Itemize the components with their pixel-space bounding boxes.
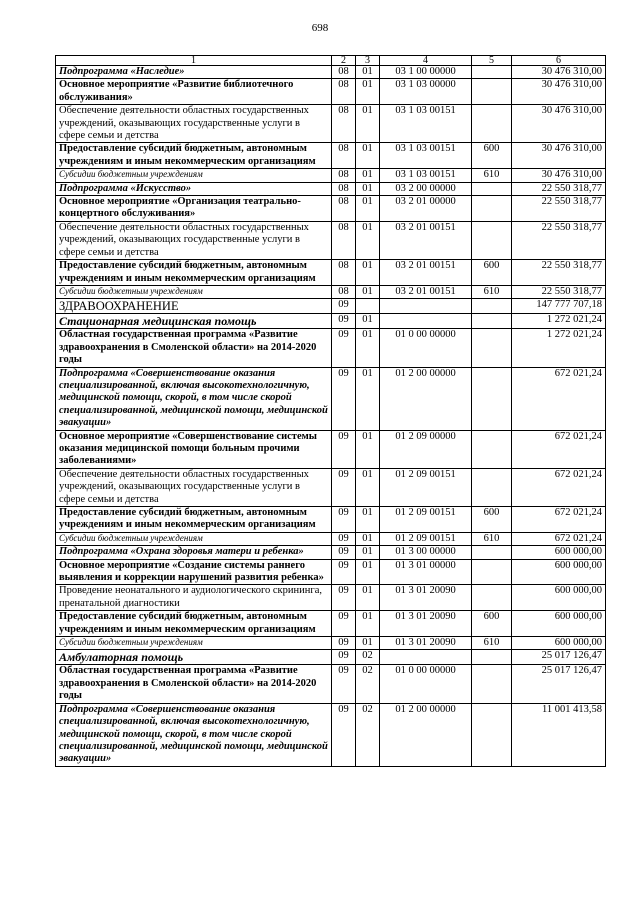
row-section-code: 09 bbox=[332, 637, 356, 650]
table-row bbox=[56, 299, 606, 314]
row-amount: 600 000,00 bbox=[512, 585, 606, 611]
row-amount: 30 476 310,00 bbox=[512, 143, 606, 169]
row-name-cell: Стационарная медицинская помощь bbox=[56, 314, 332, 329]
row-name-cell: Предоставление субсидий бюджетным, автономным учреждениям и иным некоммерческим организациям bbox=[56, 507, 332, 533]
row-subsection-code: 01 bbox=[356, 559, 380, 585]
row-expense-type: 610 bbox=[472, 637, 512, 650]
row-expense-type bbox=[472, 585, 512, 611]
row-subsection-code: 01 bbox=[356, 585, 380, 611]
row-amount: 22 550 318,77 bbox=[512, 182, 606, 195]
row-section-code: 08 bbox=[332, 79, 356, 105]
row-subsection-code: 01 bbox=[356, 329, 380, 367]
row-target-article: 01 2 09 00151 bbox=[380, 468, 472, 506]
row-section-code: 09 bbox=[332, 367, 356, 430]
table-row bbox=[56, 532, 606, 545]
row-expense-type: 610 bbox=[472, 169, 512, 182]
table-row bbox=[56, 79, 606, 105]
row-subsection-code bbox=[356, 299, 380, 314]
row-expense-type bbox=[472, 703, 512, 766]
row-amount: 1 272 021,24 bbox=[512, 314, 606, 329]
row-target-article: 01 3 01 20090 bbox=[380, 611, 472, 637]
row-subsection-code: 01 bbox=[356, 169, 380, 182]
table-row bbox=[56, 221, 606, 259]
row-subsection-code: 01 bbox=[356, 105, 380, 143]
table-row bbox=[56, 367, 606, 430]
row-section-code: 09 bbox=[332, 546, 356, 559]
row-section-code: 09 bbox=[332, 468, 356, 506]
row-amount: 30 476 310,00 bbox=[512, 169, 606, 182]
row-section-code: 09 bbox=[332, 299, 356, 314]
row-name-cell: Основное мероприятие «Создание системы раннего выявления и коррекции нарушений развития ребенка» bbox=[56, 559, 332, 585]
table-row bbox=[56, 703, 606, 766]
row-subsection-code: 01 bbox=[356, 260, 380, 286]
row-target-article: 01 2 09 00151 bbox=[380, 532, 472, 545]
row-expense-type: 600 bbox=[472, 507, 512, 533]
row-target-article: 01 2 09 00000 bbox=[380, 430, 472, 468]
row-subsection-code: 01 bbox=[356, 79, 380, 105]
row-expense-type bbox=[472, 182, 512, 195]
table-row bbox=[56, 637, 606, 650]
table-row bbox=[56, 546, 606, 559]
row-amount: 1 272 021,24 bbox=[512, 329, 606, 367]
row-expense-type bbox=[472, 221, 512, 259]
row-name-cell: Амбулаторная помощь bbox=[56, 650, 332, 665]
row-subsection-code: 01 bbox=[356, 637, 380, 650]
table-row bbox=[56, 611, 606, 637]
row-target-article: 01 2 09 00151 bbox=[380, 507, 472, 533]
row-amount: 672 021,24 bbox=[512, 367, 606, 430]
table-row bbox=[56, 468, 606, 506]
row-subsection-code: 01 bbox=[356, 285, 380, 298]
row-section-code: 08 bbox=[332, 66, 356, 79]
row-name-cell: Подпрограмма «Наследие» bbox=[56, 66, 332, 79]
row-name-cell: Основное мероприятие «Развитие библиотечного обслуживания» bbox=[56, 79, 332, 105]
row-expense-type: 600 bbox=[472, 143, 512, 169]
row-amount: 672 021,24 bbox=[512, 468, 606, 506]
row-expense-type bbox=[472, 196, 512, 222]
row-name-cell: Обеспечение деятельности областных государственных учреждений, оказывающих государственные услуги в сфере семьи и детства bbox=[56, 105, 332, 143]
row-target-article: 03 2 01 00151 bbox=[380, 221, 472, 259]
row-name-cell: Подпрограмма «Совершенствование оказания специализированной, включая высокотехнологичную, медицинской помощи, скорой, в том числе скорой специализированной, медицинской помощи, медицинской эвакуации» bbox=[56, 703, 332, 766]
row-name-cell: Субсидии бюджетным учреждениям bbox=[56, 285, 332, 298]
table-row bbox=[56, 430, 606, 468]
row-name-cell: Подпрограмма «Охрана здоровья матери и ребенка» bbox=[56, 546, 332, 559]
row-name-cell: ЗДРАВООХРАНЕНИЕ bbox=[56, 299, 332, 314]
row-expense-type bbox=[472, 665, 512, 703]
table-header-row bbox=[56, 56, 606, 66]
row-amount: 22 550 318,77 bbox=[512, 196, 606, 222]
row-target-article: 01 0 00 00000 bbox=[380, 665, 472, 703]
row-section-code: 08 bbox=[332, 105, 356, 143]
row-target-article: 03 1 03 00151 bbox=[380, 143, 472, 169]
row-subsection-code: 01 bbox=[356, 143, 380, 169]
row-subsection-code: 02 bbox=[356, 665, 380, 703]
row-target-article: 01 2 00 00000 bbox=[380, 703, 472, 766]
row-subsection-code: 02 bbox=[356, 650, 380, 665]
row-target-article: 01 2 00 00000 bbox=[380, 367, 472, 430]
row-name-cell: Основное мероприятие «Организация театрально-концертного обслуживания» bbox=[56, 196, 332, 222]
row-section-code: 08 bbox=[332, 285, 356, 298]
table-row bbox=[56, 665, 606, 703]
row-subsection-code: 01 bbox=[356, 314, 380, 329]
row-section-code: 09 bbox=[332, 559, 356, 585]
row-target-article: 01 0 00 00000 bbox=[380, 329, 472, 367]
table-row bbox=[56, 585, 606, 611]
row-subsection-code: 01 bbox=[356, 507, 380, 533]
row-amount: 672 021,24 bbox=[512, 507, 606, 533]
row-amount: 600 000,00 bbox=[512, 546, 606, 559]
row-expense-type bbox=[472, 546, 512, 559]
row-target-article bbox=[380, 314, 472, 329]
table-row bbox=[56, 143, 606, 169]
table-row bbox=[56, 66, 606, 79]
row-amount: 672 021,24 bbox=[512, 532, 606, 545]
table-row bbox=[56, 196, 606, 222]
row-expense-type bbox=[472, 468, 512, 506]
row-name-cell: Проведение неонатального и аудиологического скрининга, пренатальной диагностики bbox=[56, 585, 332, 611]
row-section-code: 08 bbox=[332, 143, 356, 169]
row-subsection-code: 01 bbox=[356, 468, 380, 506]
row-section-code: 08 bbox=[332, 196, 356, 222]
col-header-1: 1 bbox=[56, 56, 332, 66]
table-row bbox=[56, 260, 606, 286]
row-amount: 30 476 310,00 bbox=[512, 105, 606, 143]
row-target-article: 03 1 03 00000 bbox=[380, 79, 472, 105]
row-name-cell: Областная государственная программа «Развитие здравоохранения в Смоленской области» на 2014-2020 годы bbox=[56, 329, 332, 367]
row-target-article bbox=[380, 650, 472, 665]
row-amount: 600 000,00 bbox=[512, 611, 606, 637]
table-row bbox=[56, 182, 606, 195]
row-subsection-code: 01 bbox=[356, 430, 380, 468]
row-name-cell: Основное мероприятие «Совершенствование системы оказания медицинской помощи больным прочими заболеваниями» bbox=[56, 430, 332, 468]
row-amount: 600 000,00 bbox=[512, 559, 606, 585]
row-expense-type bbox=[472, 650, 512, 665]
row-section-code: 08 bbox=[332, 260, 356, 286]
row-amount: 22 550 318,77 bbox=[512, 260, 606, 286]
row-expense-type bbox=[472, 559, 512, 585]
row-expense-type bbox=[472, 329, 512, 367]
table-row bbox=[56, 314, 606, 329]
row-section-code: 09 bbox=[332, 665, 356, 703]
row-target-article: 03 1 00 00000 bbox=[380, 66, 472, 79]
row-subsection-code: 01 bbox=[356, 532, 380, 545]
budget-table bbox=[55, 55, 606, 767]
row-amount: 600 000,00 bbox=[512, 637, 606, 650]
row-target-article: 01 3 00 00000 bbox=[380, 546, 472, 559]
table-row bbox=[56, 507, 606, 533]
row-target-article: 03 2 01 00151 bbox=[380, 285, 472, 298]
row-target-article: 03 2 00 00000 bbox=[380, 182, 472, 195]
row-expense-type bbox=[472, 79, 512, 105]
row-name-cell: Субсидии бюджетным учреждениям bbox=[56, 532, 332, 545]
row-amount: 147 777 707,18 bbox=[512, 299, 606, 314]
row-section-code: 09 bbox=[332, 314, 356, 329]
row-expense-type bbox=[472, 105, 512, 143]
row-expense-type: 610 bbox=[472, 285, 512, 298]
row-amount: 22 550 318,77 bbox=[512, 221, 606, 259]
row-expense-type: 610 bbox=[472, 532, 512, 545]
row-expense-type bbox=[472, 430, 512, 468]
row-subsection-code: 01 bbox=[356, 196, 380, 222]
row-name-cell: Обеспечение деятельности областных государственных учреждений, оказывающих государственные услуги в сфере семьи и детства bbox=[56, 468, 332, 506]
row-section-code: 09 bbox=[332, 585, 356, 611]
row-expense-type bbox=[472, 66, 512, 79]
col-header-4: 4 bbox=[380, 56, 472, 66]
row-section-code: 09 bbox=[332, 430, 356, 468]
row-expense-type: 600 bbox=[472, 611, 512, 637]
row-section-code: 08 bbox=[332, 182, 356, 195]
row-target-article: 01 3 01 20090 bbox=[380, 585, 472, 611]
table-row bbox=[56, 650, 606, 665]
row-name-cell: Субсидии бюджетным учреждениям bbox=[56, 169, 332, 182]
table-row bbox=[56, 559, 606, 585]
row-expense-type bbox=[472, 367, 512, 430]
row-target-article: 01 3 01 20090 bbox=[380, 637, 472, 650]
row-subsection-code: 01 bbox=[356, 367, 380, 430]
table-row bbox=[56, 105, 606, 143]
row-target-article: 03 2 01 00000 bbox=[380, 196, 472, 222]
row-expense-type bbox=[472, 299, 512, 314]
row-target-article: 01 3 01 00000 bbox=[380, 559, 472, 585]
row-subsection-code: 02 bbox=[356, 703, 380, 766]
row-section-code: 09 bbox=[332, 329, 356, 367]
row-name-cell: Предоставление субсидий бюджетным, автономным учреждениям и иным некоммерческим организациям bbox=[56, 143, 332, 169]
row-target-article: 03 2 01 00151 bbox=[380, 260, 472, 286]
row-amount: 25 017 126,47 bbox=[512, 650, 606, 665]
col-header-5: 5 bbox=[472, 56, 512, 66]
row-name-cell: Областная государственная программа «Развитие здравоохранения в Смоленской области» на 2014-2020 годы bbox=[56, 665, 332, 703]
row-target-article: 03 1 03 00151 bbox=[380, 105, 472, 143]
row-section-code: 08 bbox=[332, 221, 356, 259]
row-subsection-code: 01 bbox=[356, 221, 380, 259]
row-name-cell: Обеспечение деятельности областных государственных учреждений, оказывающих государственные услуги в сфере семьи и детства bbox=[56, 221, 332, 259]
row-subsection-code: 01 bbox=[356, 66, 380, 79]
row-amount: 30 476 310,00 bbox=[512, 79, 606, 105]
row-section-code: 09 bbox=[332, 703, 356, 766]
row-section-code: 09 bbox=[332, 532, 356, 545]
row-subsection-code: 01 bbox=[356, 546, 380, 559]
row-amount: 30 476 310,00 bbox=[512, 66, 606, 79]
table-row bbox=[56, 329, 606, 367]
row-section-code: 08 bbox=[332, 169, 356, 182]
row-name-cell: Подпрограмма «Совершенствование оказания специализированной, включая высокотехнологичную, медицинской помощи, скорой, в том числе скорой специализированной, медицинской помощи, медицинской эвакуации» bbox=[56, 367, 332, 430]
row-target-article bbox=[380, 299, 472, 314]
col-header-2: 2 bbox=[332, 56, 356, 66]
row-name-cell: Субсидии бюджетным учреждениям bbox=[56, 637, 332, 650]
page-number: 698 bbox=[311, 22, 329, 34]
row-target-article: 03 1 03 00151 bbox=[380, 169, 472, 182]
col-header-6: 6 bbox=[512, 56, 606, 66]
row-amount: 672 021,24 bbox=[512, 430, 606, 468]
row-section-code: 09 bbox=[332, 611, 356, 637]
row-amount: 22 550 318,77 bbox=[512, 285, 606, 298]
row-amount: 25 017 126,47 bbox=[512, 665, 606, 703]
row-section-code: 09 bbox=[332, 507, 356, 533]
row-expense-type bbox=[472, 314, 512, 329]
row-subsection-code: 01 bbox=[356, 611, 380, 637]
row-section-code: 09 bbox=[332, 650, 356, 665]
row-name-cell: Подпрограмма «Искусство» bbox=[56, 182, 332, 195]
table-row bbox=[56, 169, 606, 182]
row-expense-type: 600 bbox=[472, 260, 512, 286]
col-header-3: 3 bbox=[356, 56, 380, 66]
row-name-cell: Предоставление субсидий бюджетным, автономным учреждениям и иным некоммерческим организациям bbox=[56, 260, 332, 286]
row-amount: 11 001 413,58 bbox=[512, 703, 606, 766]
row-subsection-code: 01 bbox=[356, 182, 380, 195]
row-name-cell: Предоставление субсидий бюджетным, автономным учреждениям и иным некоммерческим организациям bbox=[56, 611, 332, 637]
table-row bbox=[56, 285, 606, 298]
